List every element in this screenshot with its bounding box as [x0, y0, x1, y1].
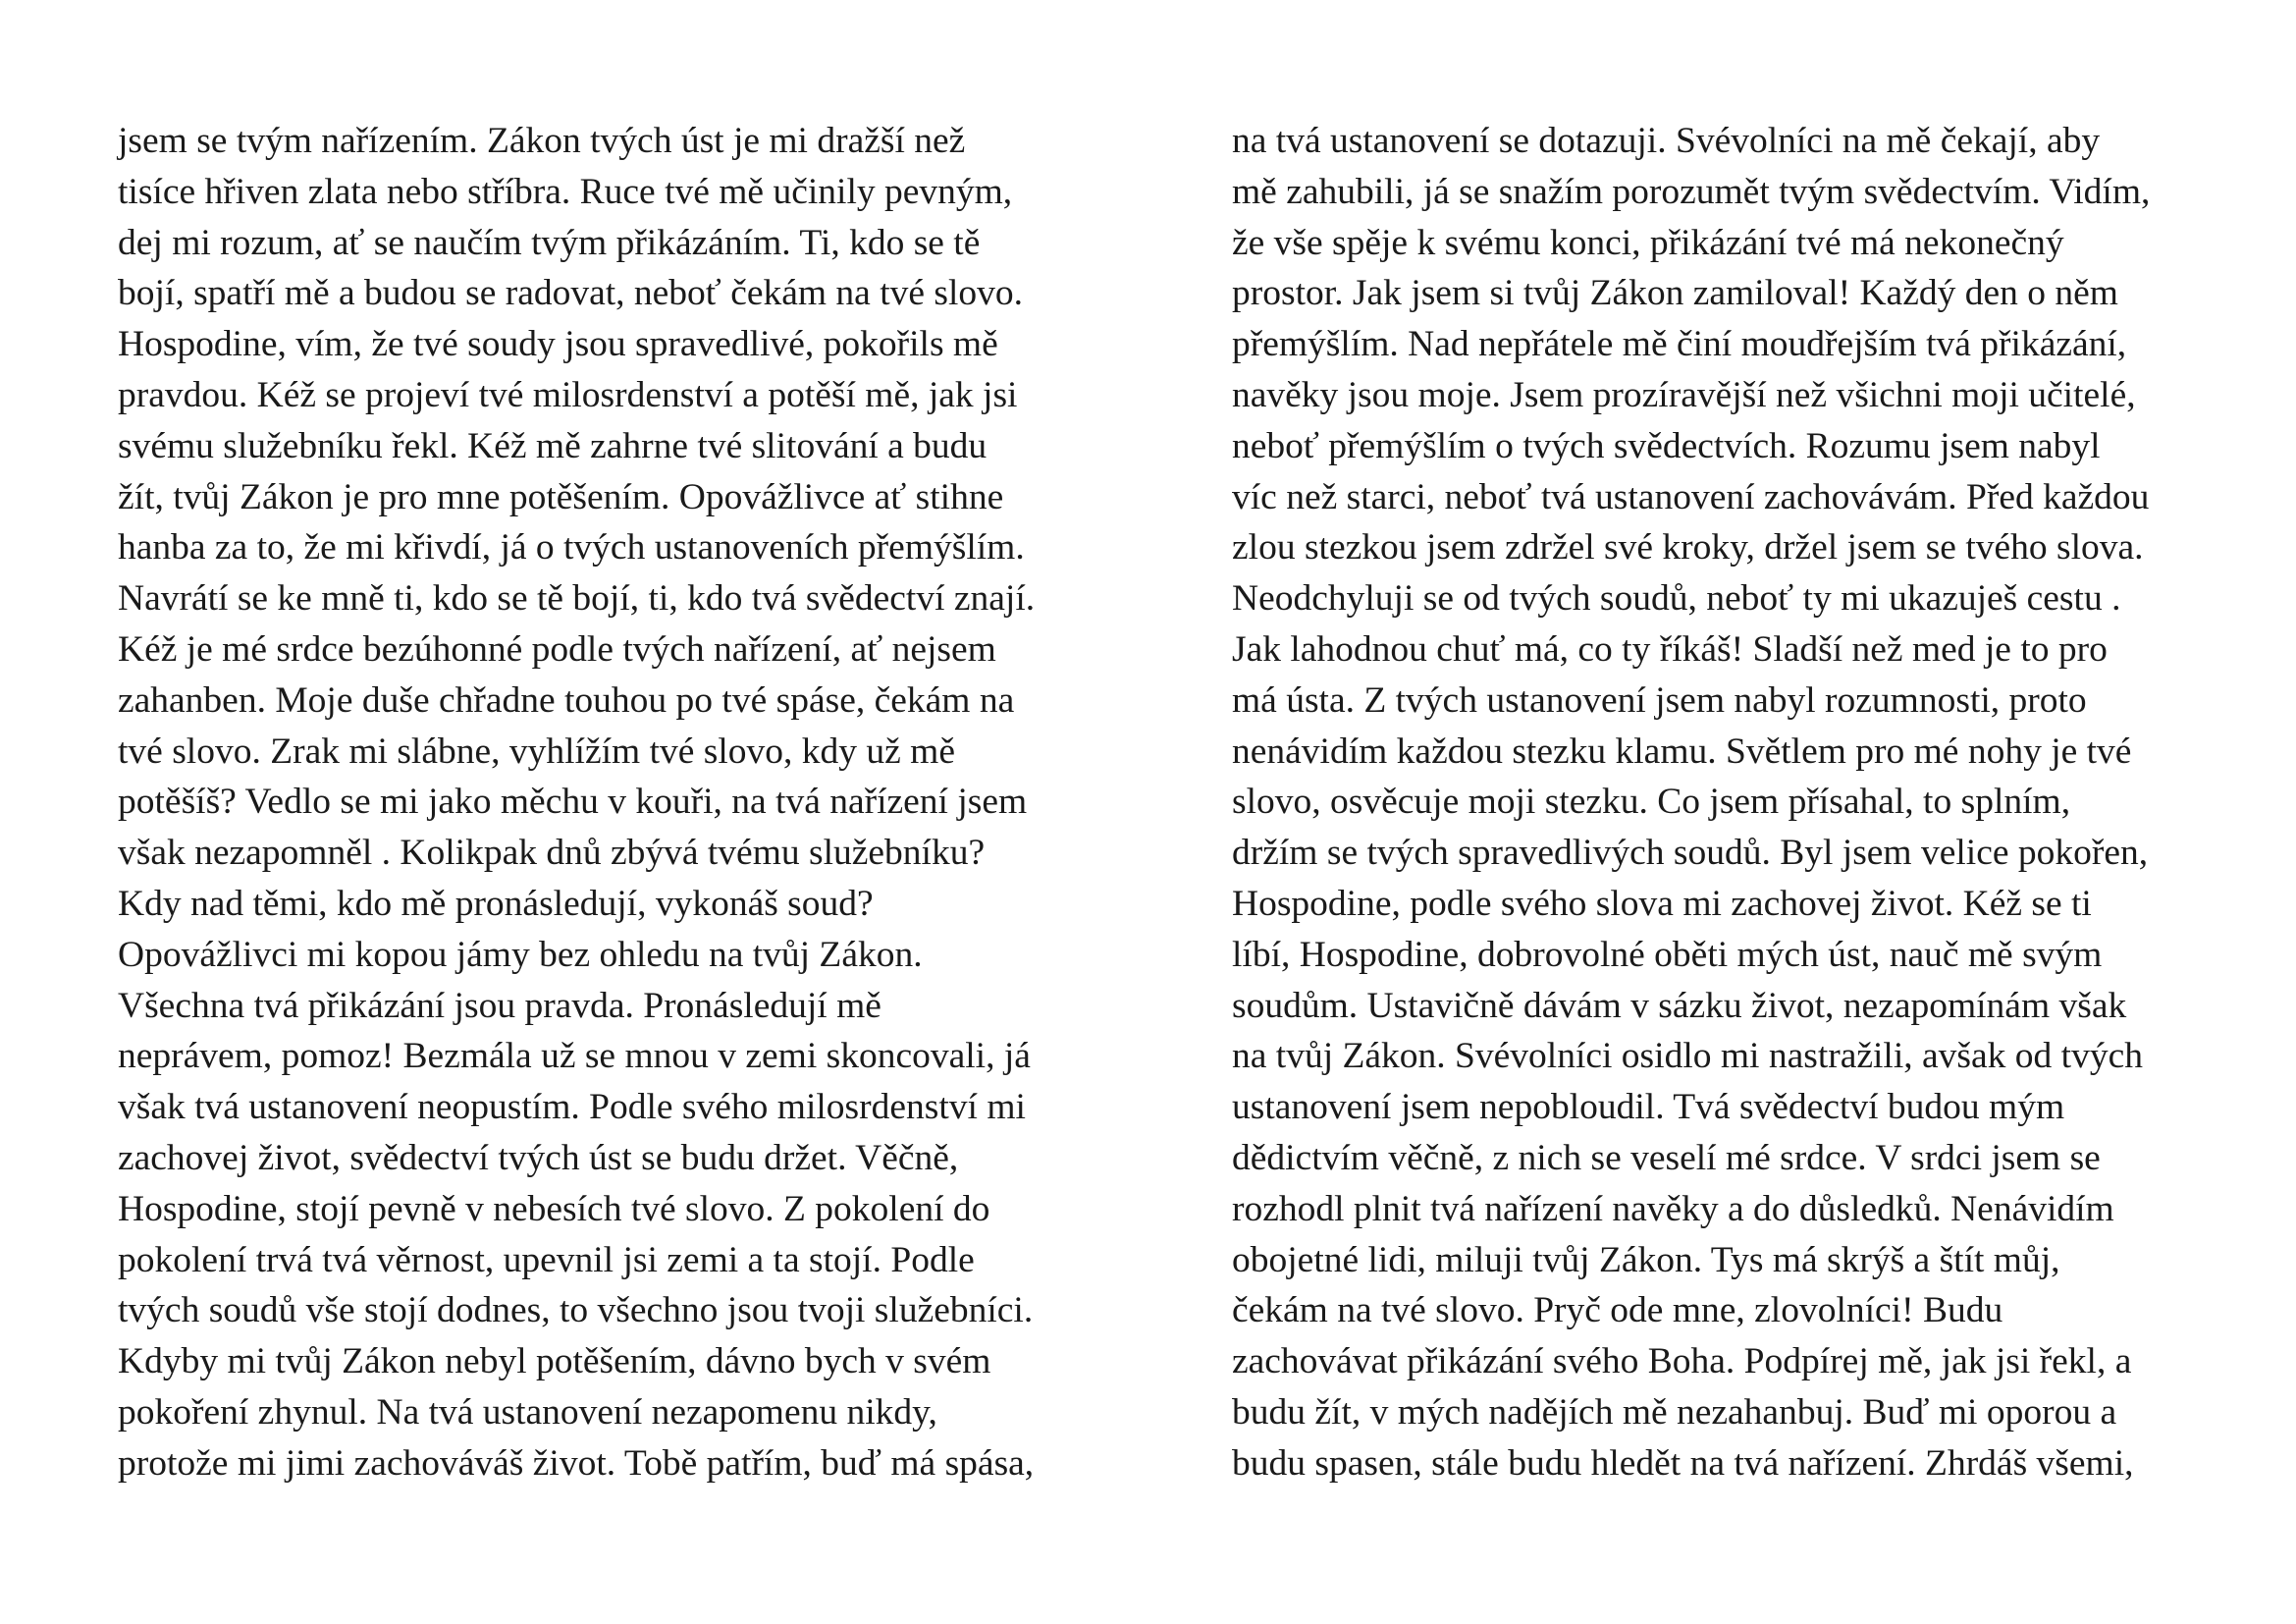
- text-line: prostor. Jak jsem si tvůj Zákon zamiloval! Každý den o něm: [1232, 273, 2118, 314]
- text-line: dej mi rozum, ať se naučím tvým přikázáním. Ti, kdo se tě: [118, 222, 981, 263]
- text-line: však nezapomněl . Kolikpak dnů zbývá tvému služebníku?: [118, 833, 986, 874]
- text-line: víc než starci, neboť tvá ustanovení zachovávám. Před každou: [1232, 476, 2150, 517]
- text-line: budu spasen, stále budu hledět na tvá nařízení. Zhrdáš všemi,: [1232, 1442, 2134, 1484]
- text-line: pravdou. Kéž se projeví tvé milosrdenství a potěší mě, jak jsi: [118, 374, 1018, 415]
- text-line: líbí, Hospodine, dobrovolné oběti mých úst, nauč mě svým: [1232, 934, 2103, 975]
- text-line: Hospodine, vím, že tvé soudy jsou spravedlivé, pokořils mě: [118, 324, 998, 365]
- text-line: přemýšlím. Nad nepřátele mě činí moudřejším tvá přikázání,: [1232, 324, 2127, 365]
- text-line: Kdyby mi tvůj Zákon nebyl potěšením, dávno bych v svém: [118, 1341, 991, 1382]
- text-line: neprávem, pomoz! Bezmála už se mnou v zemi skoncovali, já: [118, 1036, 1031, 1077]
- text-line: obojetné lidi, miluji tvůj Zákon. Tys má skrýš a štít můj,: [1232, 1239, 2060, 1280]
- text-line: má ústa. Z tvých ustanovení jsem nabyl rozumnosti, proto: [1232, 679, 2087, 721]
- text-line: pokolení trvá tvá věrnost, upevnil jsi zemi a ta stojí. Podle: [118, 1239, 975, 1280]
- text-line: nenávidím každou stezku klamu. Světlem pro mé nohy je tvé: [1232, 731, 2132, 772]
- text-line: Hospodine, stojí pevně v nebesích tvé slovo. Z pokolení do: [118, 1188, 990, 1229]
- text-line: že vše spěje k svému konci, přikázání tvé má nekonečný: [1232, 222, 2064, 263]
- text-line: tisíce hřiven zlata nebo stříbra. Ruce tvé mě učinily pevným,: [118, 171, 1013, 212]
- left-text-column: [118, 116, 1080, 1489]
- text-line: na tvůj Zákon. Svévolníci osidlo mi nastražili, avšak od tvých: [1232, 1036, 2143, 1077]
- text-line: potěšíš? Vedlo se mi jako měchu v kouři, na tvá nařízení jsem: [118, 782, 1028, 823]
- text-line: žít, tvůj Zákon je pro mne potěšením. Opovážlivce ať stihne: [118, 476, 1004, 517]
- text-line: navěky jsou moje. Jsem prozíravější než všichni moji učitelé,: [1232, 374, 2136, 415]
- text-line: budu žít, v mých nadějích mě nezahanbuj. Buď mi oporou a: [1232, 1391, 2117, 1433]
- text-line: dědictvím věčně, z nich se veselí mé srdce. V srdci jsem se: [1232, 1137, 2101, 1178]
- text-line: držím se tvých spravedlivých soudů. Byl jsem velice pokořen,: [1232, 833, 2149, 874]
- text-line: Kéž je mé srdce bezúhonné podle tvých nařízení, ať nejsem: [118, 628, 996, 670]
- text-line: Neodchyluji se od tvých soudů, neboť ty mi ukazuješ cestu .: [1232, 578, 2121, 620]
- text-line: mě zahubili, já se snažím porozumět tvým svědectvím. Vidím,: [1232, 171, 2151, 212]
- text-line: tvých soudů vše stojí dodnes, to všechno jsou tvoji služebníci.: [118, 1290, 1034, 1331]
- text-line: Navrátí se ke mně ti, kdo se tě bojí, ti, kdo tvá svědectví znají.: [118, 578, 1036, 620]
- text-line: rozhodl plnit tvá nařízení navěky a do důsledků. Nenávidím: [1232, 1188, 2114, 1229]
- text-line: zachovej život, svědectví tvých úst se budu držet. Věčně,: [118, 1137, 959, 1178]
- text-line: však tvá ustanovení neopustím. Podle svého milosrdenství mi: [118, 1087, 1026, 1128]
- text-line: slovo, osvěcuje moji stezku. Co jsem přísahal, to splním,: [1232, 782, 2071, 823]
- text-line: Kdy nad těmi, kdo mě pronásledují, vykonáš soud?: [118, 883, 874, 924]
- text-line: čekám na tvé slovo. Pryč ode mne, zlovolníci! Budu: [1232, 1290, 2003, 1331]
- text-line: bojí, spatří mě a budou se radovat, neboť čekám na tvé slovo.: [118, 273, 1024, 314]
- text-line: svému služebníku řekl. Kéž mě zahrne tvé slitování a budu: [118, 425, 988, 466]
- text-line: Všechna tvá přikázání jsou pravda. Pronásledují mě: [118, 985, 881, 1026]
- text-line: pokoření zhynul. Na tvá ustanovení nezapomenu nikdy,: [118, 1391, 937, 1433]
- right-text-column: [1232, 116, 2199, 1489]
- text-line: zachovávat přikázání svého Boha. Podpírej mě, jak jsi řekl, a: [1232, 1341, 2132, 1382]
- text-line: Hospodine, podle svého slova mi zachovej život. Kéž se ti: [1232, 883, 2092, 924]
- text-line: na tvá ustanovení se dotazuji. Svévolníci na mě čekají, aby: [1232, 121, 2101, 161]
- text-line: zlou stezkou jsem zdržel své kroky, držel jsem se tvého slova.: [1232, 527, 2144, 568]
- text-line: soudům. Ustavičně dávám v sázku život, nezapomínám však: [1232, 985, 2127, 1026]
- text-line: protože mi jimi zachováváš život. Tobě patřím, buď má spása,: [118, 1442, 1035, 1484]
- text-line: Opovážlivci mi kopou jámy bez ohledu na tvůj Zákon.: [118, 934, 923, 975]
- text-line: hanba za to, že mi křivdí, já o tvých ustanoveních přemýšlím.: [118, 527, 1025, 568]
- text-line: jsem se tvým nařízením. Zákon tvých úst je mi dražší než: [118, 121, 966, 161]
- text-line: neboť přemýšlím o tvých svědectvích. Rozumu jsem nabyl: [1232, 425, 2101, 466]
- text-line: tvé slovo. Zrak mi slábne, vyhlížím tvé slovo, kdy už mě: [118, 731, 955, 772]
- text-line: Jak lahodnou chuť má, co ty říkáš! Sladší než med je to pro: [1232, 628, 2108, 670]
- text-line: ustanovení jsem nepobloudil. Tvá svědectví budou mým: [1232, 1087, 2065, 1128]
- text-line: zahanben. Moje duše chřadne touhou po tvé spáse, čekám na: [118, 679, 1015, 721]
